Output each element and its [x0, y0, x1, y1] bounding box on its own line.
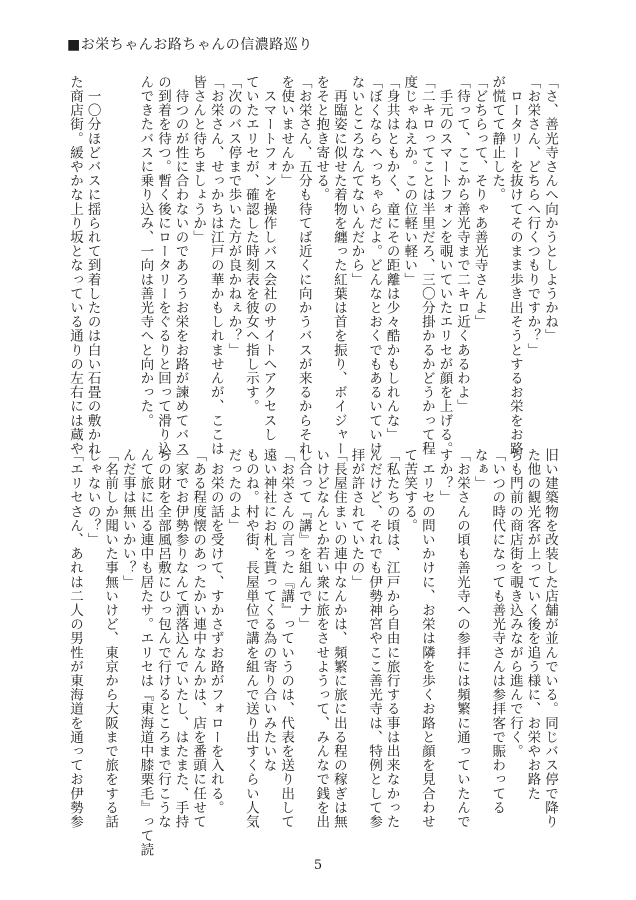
page-number: 5 — [313, 858, 323, 873]
text-line: だったのよ」 — [225, 448, 242, 533]
text-line: 「いつの時代になっても善光寺さんは参拝客で賑わってる — [489, 448, 506, 815]
text-line: んて旅に出る連中も居たサ。エリセは『東海道中膝栗毛』って読 — [137, 448, 154, 857]
text-line: 「ぼくならへっちゃらだよ。どんなとおくでもあるいていけ — [366, 75, 383, 456]
text-line: 「二キロってことは半里だろ、三〇分掛かるかどうかって程 — [418, 75, 435, 456]
text-line: 「長屋住まいの連中なんかは、頻繁に旅に出る程の稼ぎは無 — [330, 448, 347, 829]
text-line: 「身共はともかく、童にその距離は少々酷かもしれんな」 — [383, 75, 400, 442]
text-line: し合って『講』を組んでナ」 — [295, 448, 312, 632]
text-line: んだ事は無いかい？」 — [119, 448, 136, 589]
text-line: すか？」 — [436, 448, 453, 505]
text-line: 一〇分ほどバスに揺られて到着したのは白い石畳の敷かれ — [84, 75, 101, 456]
text-line: 「私たちの頃は、江戸から自由に旅行する事は出来なかった — [383, 448, 400, 829]
text-line: 「お栄さん、五分も待てば近くに向かうバスが来るからそれ — [295, 75, 312, 456]
text-line: 「さ、善光寺さんへ向かうとしようかね」 — [542, 75, 558, 343]
text-line: た他の観光客が上っていく後を追う様に、お栄やお路た — [524, 448, 541, 801]
text-line: ていたエリセが、確認した時刻表を彼女へ指し示す。 — [242, 75, 259, 414]
text-line: んだけど、それでも伊勢神宮やここ善光寺は、特例として参 — [366, 448, 383, 829]
text-line: 「お栄さんの頃も善光寺への参拝には頻繁に通っていたんで — [454, 448, 471, 829]
text-line: 待つのが性に合わないのであろうお栄をお路が諫めてバス — [172, 75, 189, 456]
text-line: 「待って、ここから善光寺まで二キロ近くあるわよ」 — [454, 75, 471, 414]
text-line: ちの財を全部風呂敷にひっ包んで行けるところまで行こうな — [154, 448, 171, 829]
text-line: お栄の話を受けて、すかさずお路がフォローを入れる。 — [207, 448, 224, 815]
text-line: じゃないの？」 — [84, 448, 101, 547]
text-line: 一家でお伊勢参りなんて洒落込んでいたし、はたまた、手持 — [172, 448, 189, 829]
text-line: を使いませんか」 — [278, 75, 295, 188]
text-line: 手元のスマートフォンを覗いていたエリセが顔を上げる。 — [436, 75, 453, 456]
text-line: 皆さんと待ちましょうか」 — [190, 75, 207, 245]
text-line: なぁ」 — [471, 448, 488, 491]
text-line: いけどなんとか若い衆に旅をさせようって、みんなで銭を出 — [313, 448, 330, 829]
text-line: ちも門前の商店街を覗き込みながら進んで行く。 — [506, 448, 523, 759]
text-line: 「どちらって、そりゃあ善光寺さんよ」 — [471, 75, 488, 329]
text-line: た商店街。緩やかな上り坂となっている通りの左右には蔵や — [66, 75, 83, 456]
text-line: 「名前しか聞いた事無いけど、東京から大阪まで旅をする話 — [102, 448, 119, 829]
text-line: 度じゃねえか。この位軽い軽い」 — [401, 75, 418, 287]
upper-text-block — [66, 75, 558, 456]
text-line: んできたバスに乗り込み、一向は善光寺へと向かった。 — [137, 75, 154, 428]
text-line: 「次のバス停まで歩いた方が良かねぇか？」 — [225, 75, 242, 357]
text-line: 「お栄さん、どちらへ行くつもりですか？」 — [524, 75, 541, 357]
text-line: 旧い建築物を改装した店舗が並んでいる。同じバス停で降り — [542, 448, 558, 829]
running-header: ■お栄ちゃんお路ちゃんの信濃路巡り — [67, 37, 313, 53]
lower-text-block — [66, 448, 558, 857]
text-line: をそと抱き寄せる。 — [313, 75, 330, 202]
text-line: ないところなんてないんだから」 — [348, 75, 365, 287]
text-line: エリセの問いかけに、お栄は隣を歩くお路と顔を見合わせ — [418, 448, 435, 829]
text-line: 再臨姿に似せた着物を纏った紅葉は首を振り、ボイジャー — [330, 75, 347, 456]
text-line: ロータリーを抜けてそのまま歩き出そうとするお栄をお路 — [506, 75, 523, 456]
text-line: 「お栄さんの言った『講』っていうのは、代表を送り出して — [278, 448, 295, 829]
text-line — [118, 75, 136, 425]
text-line: ものね。村や街、長屋単位で講を組んで送り出すくらい人気 — [242, 448, 259, 829]
text-line: が慌てて静止した。 — [489, 75, 506, 202]
text-line: スマートフォンを操作しバス会社のサイトへアクセスし — [260, 75, 277, 442]
text-line: 拝が許されていたの」 — [348, 448, 365, 589]
text-line: 遠い神社にお札を貰ってくる為の寄り合いみたいな — [260, 448, 277, 773]
text-line — [101, 75, 119, 425]
text-line: の到着を待つ。暫く後にロータリーをぐるりと回って滑り込 — [154, 75, 171, 456]
text-line: て苦笑する。 — [401, 448, 418, 533]
text-line: 「お栄さん、せっかちは江戸の華かもしれませんが、ここは — [207, 75, 224, 456]
text-line: 「エリセさん、あれは二人の男性が東海道を通ってお伊勢参 — [66, 448, 83, 829]
text-line: 「ある程度懐のあったかい連中なんかは、店を番頭に任せて — [190, 448, 207, 829]
